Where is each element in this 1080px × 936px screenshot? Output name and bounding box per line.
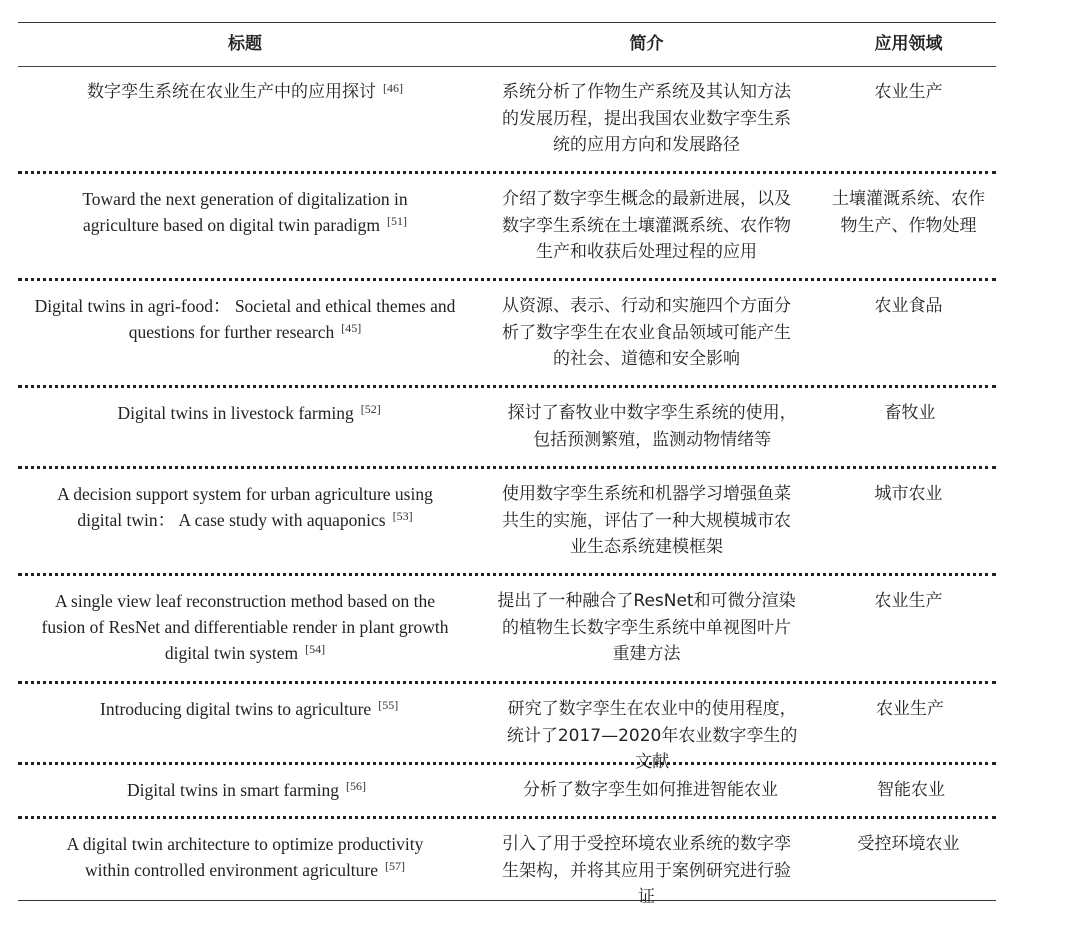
citation-ref: [57] bbox=[385, 859, 406, 873]
row-domain: 受控环境农业 bbox=[857, 834, 960, 854]
citation-ref: [53] bbox=[392, 509, 413, 523]
row-domain: 农业食品 bbox=[874, 296, 943, 316]
row-title: 数字孪生系统在农业生产中的应用探讨 [46] bbox=[87, 81, 403, 102]
citation-ref: [51] bbox=[386, 214, 407, 228]
literature-table bbox=[18, 22, 996, 907]
table-row bbox=[18, 67, 996, 174]
row-title: Digital twins in agri-food： Societal and ethical themes and questions for further research [45] bbox=[34, 296, 456, 342]
row-summary: 介绍了数字孪生概念的最新进展，以及数字孪生系统在土壤灌溉系统、农作物生产和收获后处理过程的应用 bbox=[502, 189, 791, 262]
row-title: A digital twin architecture to optimize productivity within controlled environment agriculture [57] bbox=[66, 834, 424, 880]
row-summary: 引入了用于受控环境农业系统的数字孪生架构，并将其应用于案例研究进行验证 bbox=[502, 834, 791, 907]
table-row bbox=[18, 819, 996, 907]
row-summary: 研究了数字孪生在农业中的使用程度，统计了2017—2020年农业数字孪生的文献 bbox=[506, 699, 798, 772]
table-row bbox=[18, 576, 996, 684]
row-title: A decision support system for urban agriculture using digital twin： A case study with aquaponics [53] bbox=[57, 484, 433, 530]
row-title: Digital twins in livestock farming [52] bbox=[117, 402, 381, 423]
header-domain: 应用领域 bbox=[874, 34, 943, 54]
table-row bbox=[18, 684, 996, 772]
table-row bbox=[18, 174, 996, 281]
citation-ref: [46] bbox=[383, 81, 403, 95]
row-title: Digital twins in smart farming [56] bbox=[127, 779, 366, 800]
citation-ref: [52] bbox=[360, 402, 381, 416]
row-domain: 土壤灌溉系统、农作物生产、作物处理 bbox=[832, 189, 985, 236]
citation-ref: [45] bbox=[341, 321, 362, 335]
header-title: 标题 bbox=[228, 34, 262, 54]
row-domain: 城市农业 bbox=[874, 484, 943, 504]
row-summary: 提出了一种融合了ResNet和可微分渲染的植物生长数字孪生系统中单视图叶片重建方法 bbox=[497, 591, 796, 664]
citation-ref: [54] bbox=[305, 642, 326, 656]
row-summary: 从资源、表示、行动和实施四个方面分析了数字孪生在农业食品领域可能产生的社会、道德和安全影响 bbox=[502, 296, 791, 369]
row-summary: 探讨了畜牧业中数字孪生系统的使用，包括预测繁殖，监测动物情绪等 bbox=[507, 403, 797, 450]
table-header bbox=[18, 23, 996, 67]
citation-ref: [56] bbox=[345, 779, 366, 793]
row-summary: 系统分析了作物生产系统及其认知方法的发展历程，提出我国农业数字孪生系统的应用方向和发展路径 bbox=[502, 82, 791, 155]
row-title: Toward the next generation of digitalization in agriculture based on digital twin paradigm [51] bbox=[82, 189, 408, 235]
table-row bbox=[18, 469, 996, 576]
citation-ref: [55] bbox=[378, 698, 399, 712]
row-summary: 分析了数字孪生如何推进智能农业 bbox=[523, 780, 778, 800]
table-row bbox=[18, 281, 996, 388]
row-domain: 智能农业 bbox=[877, 780, 945, 800]
row-title: A single view leaf reconstruction method based on the fusion of ResNet and differentiable render in plant growth digital twin system [54] bbox=[41, 591, 449, 663]
row-domain: 农业生产 bbox=[874, 82, 943, 102]
table-row bbox=[18, 388, 996, 469]
row-domain: 畜牧业 bbox=[884, 403, 936, 423]
row-domain: 农业生产 bbox=[874, 591, 943, 611]
row-domain: 农业生产 bbox=[876, 699, 944, 719]
row-title: Introducing digital twins to agriculture [55] bbox=[100, 698, 399, 719]
row-summary: 使用数字孪生系统和机器学习增强鱼菜共生的实施，评估了一种大规模城市农业生态系统建模框架 bbox=[502, 484, 791, 557]
header-summary: 简介 bbox=[629, 34, 664, 54]
